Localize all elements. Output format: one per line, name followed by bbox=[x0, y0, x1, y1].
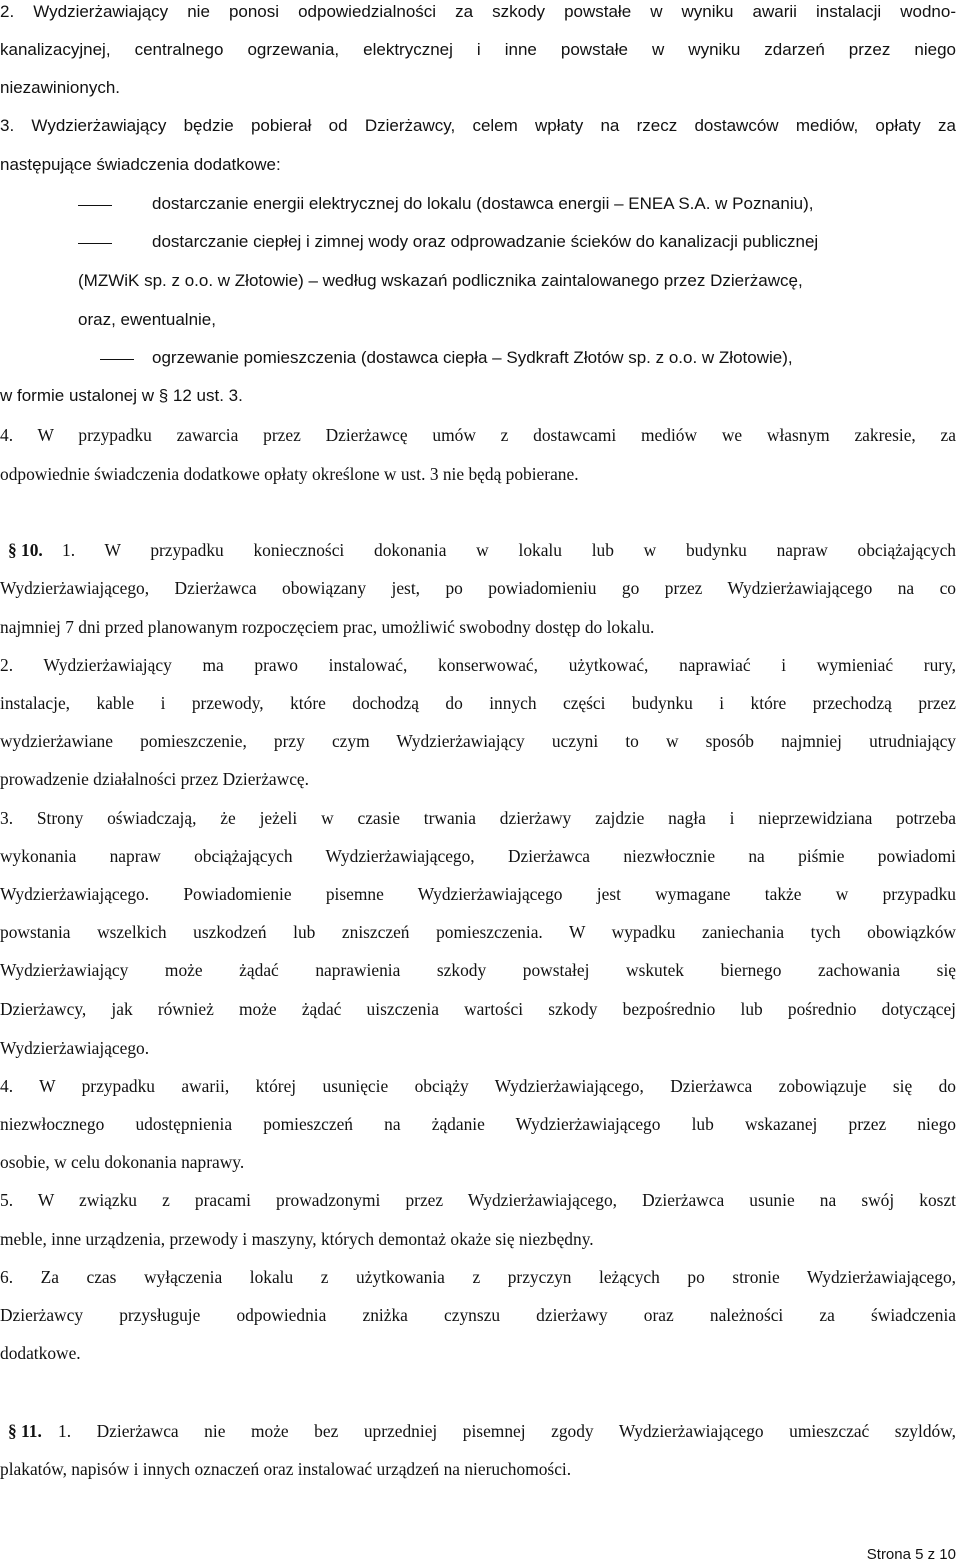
paragraph-line: osobie, w celu dokonania naprawy. bbox=[0, 1152, 245, 1172]
paragraph-line: 4. W przypadku zawarcia przez Dzierżawcę umów z dostawcami mediów we własnym zakresie, za bbox=[0, 425, 956, 445]
paragraph-line: najmniej 7 dni przed planowanym rozpoczęciem prac, umożliwić swobodny dostęp do lokalu. bbox=[0, 617, 655, 637]
list-item: dostarczanie energii elektrycznej do lokalu (dostawca energii – ENEA S.A. w Poznaniu), bbox=[152, 194, 814, 213]
paragraph-line: 4. W przypadku awarii, której usunięcie obciąży Wydzierżawiającego, Dzierżawca zobowiązuje się do bbox=[0, 1076, 956, 1096]
paragraph-line: Dzierżawcy, jak również może żądać uiszczenia wartości szkody bezpośrednio lub pośrednio dotyczącej bbox=[0, 999, 956, 1019]
paragraph-line: Wydzierżawiającego. Powiadomienie pisemne Wydzierżawiającego jest wymagane także w przypadku bbox=[0, 884, 956, 904]
paragraph-line: Wydzierżawiającego, Dzierżawca obowiązany jest, po powiadomieniu go przez Wydzierżawiającego na co bbox=[0, 578, 956, 598]
paragraph-line: 3. Wydzierżawiający będzie pobierał od Dzierżawcy, celem wpłaty na rzecz dostawców mediów, opłaty za bbox=[0, 116, 956, 135]
paragraph-line: 6. Za czas wyłączenia lokalu z użytkowania z przyczyn leżących po stronie Wydzierżawiającego, bbox=[0, 1267, 956, 1287]
paragraph-line: Dzierżawcy przysługuje odpowiednia zniżka czynszu dzierżawy oraz należności za świadczenia bbox=[0, 1305, 956, 1325]
list-item: ogrzewanie pomieszczenia (dostawca ciepła – Sydkraft Złotów sp. z o.o. w Złotowie), bbox=[152, 348, 793, 367]
paragraph-line: meble, inne urządzenia, przewody i maszyny, których demontaż okaże się niezbędny. bbox=[0, 1229, 594, 1249]
list-dash bbox=[78, 243, 112, 244]
paragraph-line: niezwłocznego udostępnienia pomieszczeń na żądanie Wydzierżawiającego lub wskazanej przez niego bbox=[0, 1114, 956, 1134]
paragraph-line: 2. Wydzierżawiający ma prawo instalować, konserwować, użytkować, naprawiać i wymieniać rury, bbox=[0, 655, 956, 675]
paragraph-line: wydzierżawiane pomieszczenie, przy czym Wydzierżawiający uczyni to w sposób najmniej utrudniający bbox=[0, 731, 956, 751]
paragraph-line: powstania wszelkich uszkodzeń lub zniszczeń pomieszczenia. W wypadku zaniechania tych obowiązków bbox=[0, 922, 956, 942]
paragraph-line: 3. Strony oświadczają, że jeżeli w czasie trwania dzierżawy zajdzie nagła i nieprzewidziana potrzeba bbox=[0, 808, 956, 828]
paragraph-line: w formie ustalonej w § 12 ust. 3. bbox=[0, 386, 243, 405]
paragraph-line: prowadzenie działalności przez Dzierżawcę. bbox=[0, 769, 309, 789]
paragraph-line: wykonania napraw obciążających Wydzierżawiającego, Dzierżawca niezwłocznie na piśmie powiadomi bbox=[0, 846, 956, 866]
paragraph-line: Wydzierżawiający może żądać naprawienia szkody powstałej wskutek biernego zachowania się bbox=[0, 960, 956, 980]
paragraph-line: plakatów, napisów i innych oznaczeń oraz instalować urządzeń na nieruchomości. bbox=[0, 1459, 572, 1479]
paragraph-line: 1. Dzierżawca nie może bez uprzedniej pisemnej zgody Wydzierżawiającego umieszczać szyldów, bbox=[58, 1421, 956, 1441]
paragraph-line: kanalizacyjnej, centralnego ogrzewania, elektrycznej i inne powstałe w wyniku zdarzeń przez niego bbox=[0, 40, 956, 59]
page-number: Strona 5 z 10 bbox=[866, 1546, 956, 1563]
paragraph-line: odpowiednie świadczenia dodatkowe opłaty określone w ust. 3 nie będą pobierane. bbox=[0, 464, 579, 484]
paragraph-line: 2. Wydzierżawiający nie ponosi odpowiedzialności za szkody powstałe w wyniku awarii instalacji wodno- bbox=[0, 2, 956, 21]
paragraph-line: instalacje, kable i przewody, które dochodzą do innych części budynku i które przechodzą przez bbox=[0, 693, 956, 713]
section-heading: § 10. bbox=[8, 540, 43, 560]
paragraph-line: 1. W przypadku konieczności dokonania w lokalu lub w budynku napraw obciążających bbox=[62, 540, 956, 560]
paragraph-line: dodatkowe. bbox=[0, 1343, 81, 1363]
section-heading: § 11. bbox=[8, 1421, 42, 1441]
list-item: dostarczanie ciepłej i zimnej wody oraz odprowadzanie ścieków do kanalizacji publicznej bbox=[152, 232, 819, 251]
list-dash bbox=[78, 205, 112, 206]
paragraph-line: następujące świadczenia dodatkowe: bbox=[0, 155, 281, 174]
list-item-continuation: oraz, ewentualnie, bbox=[78, 310, 216, 329]
list-item-continuation: (MZWiK sp. z o.o. w Złotowie) – według wskazań podlicznika zaintalowanego przez Dzierżawcę, bbox=[78, 271, 803, 290]
paragraph-line: 5. W związku z pracami prowadzonymi przez Wydzierżawiającego, Dzierżawca usunie na swój koszt bbox=[0, 1190, 956, 1210]
paragraph-line: Wydzierżawiającego. bbox=[0, 1038, 150, 1058]
list-dash bbox=[100, 359, 134, 360]
paragraph-line: niezawinionych. bbox=[0, 78, 121, 97]
